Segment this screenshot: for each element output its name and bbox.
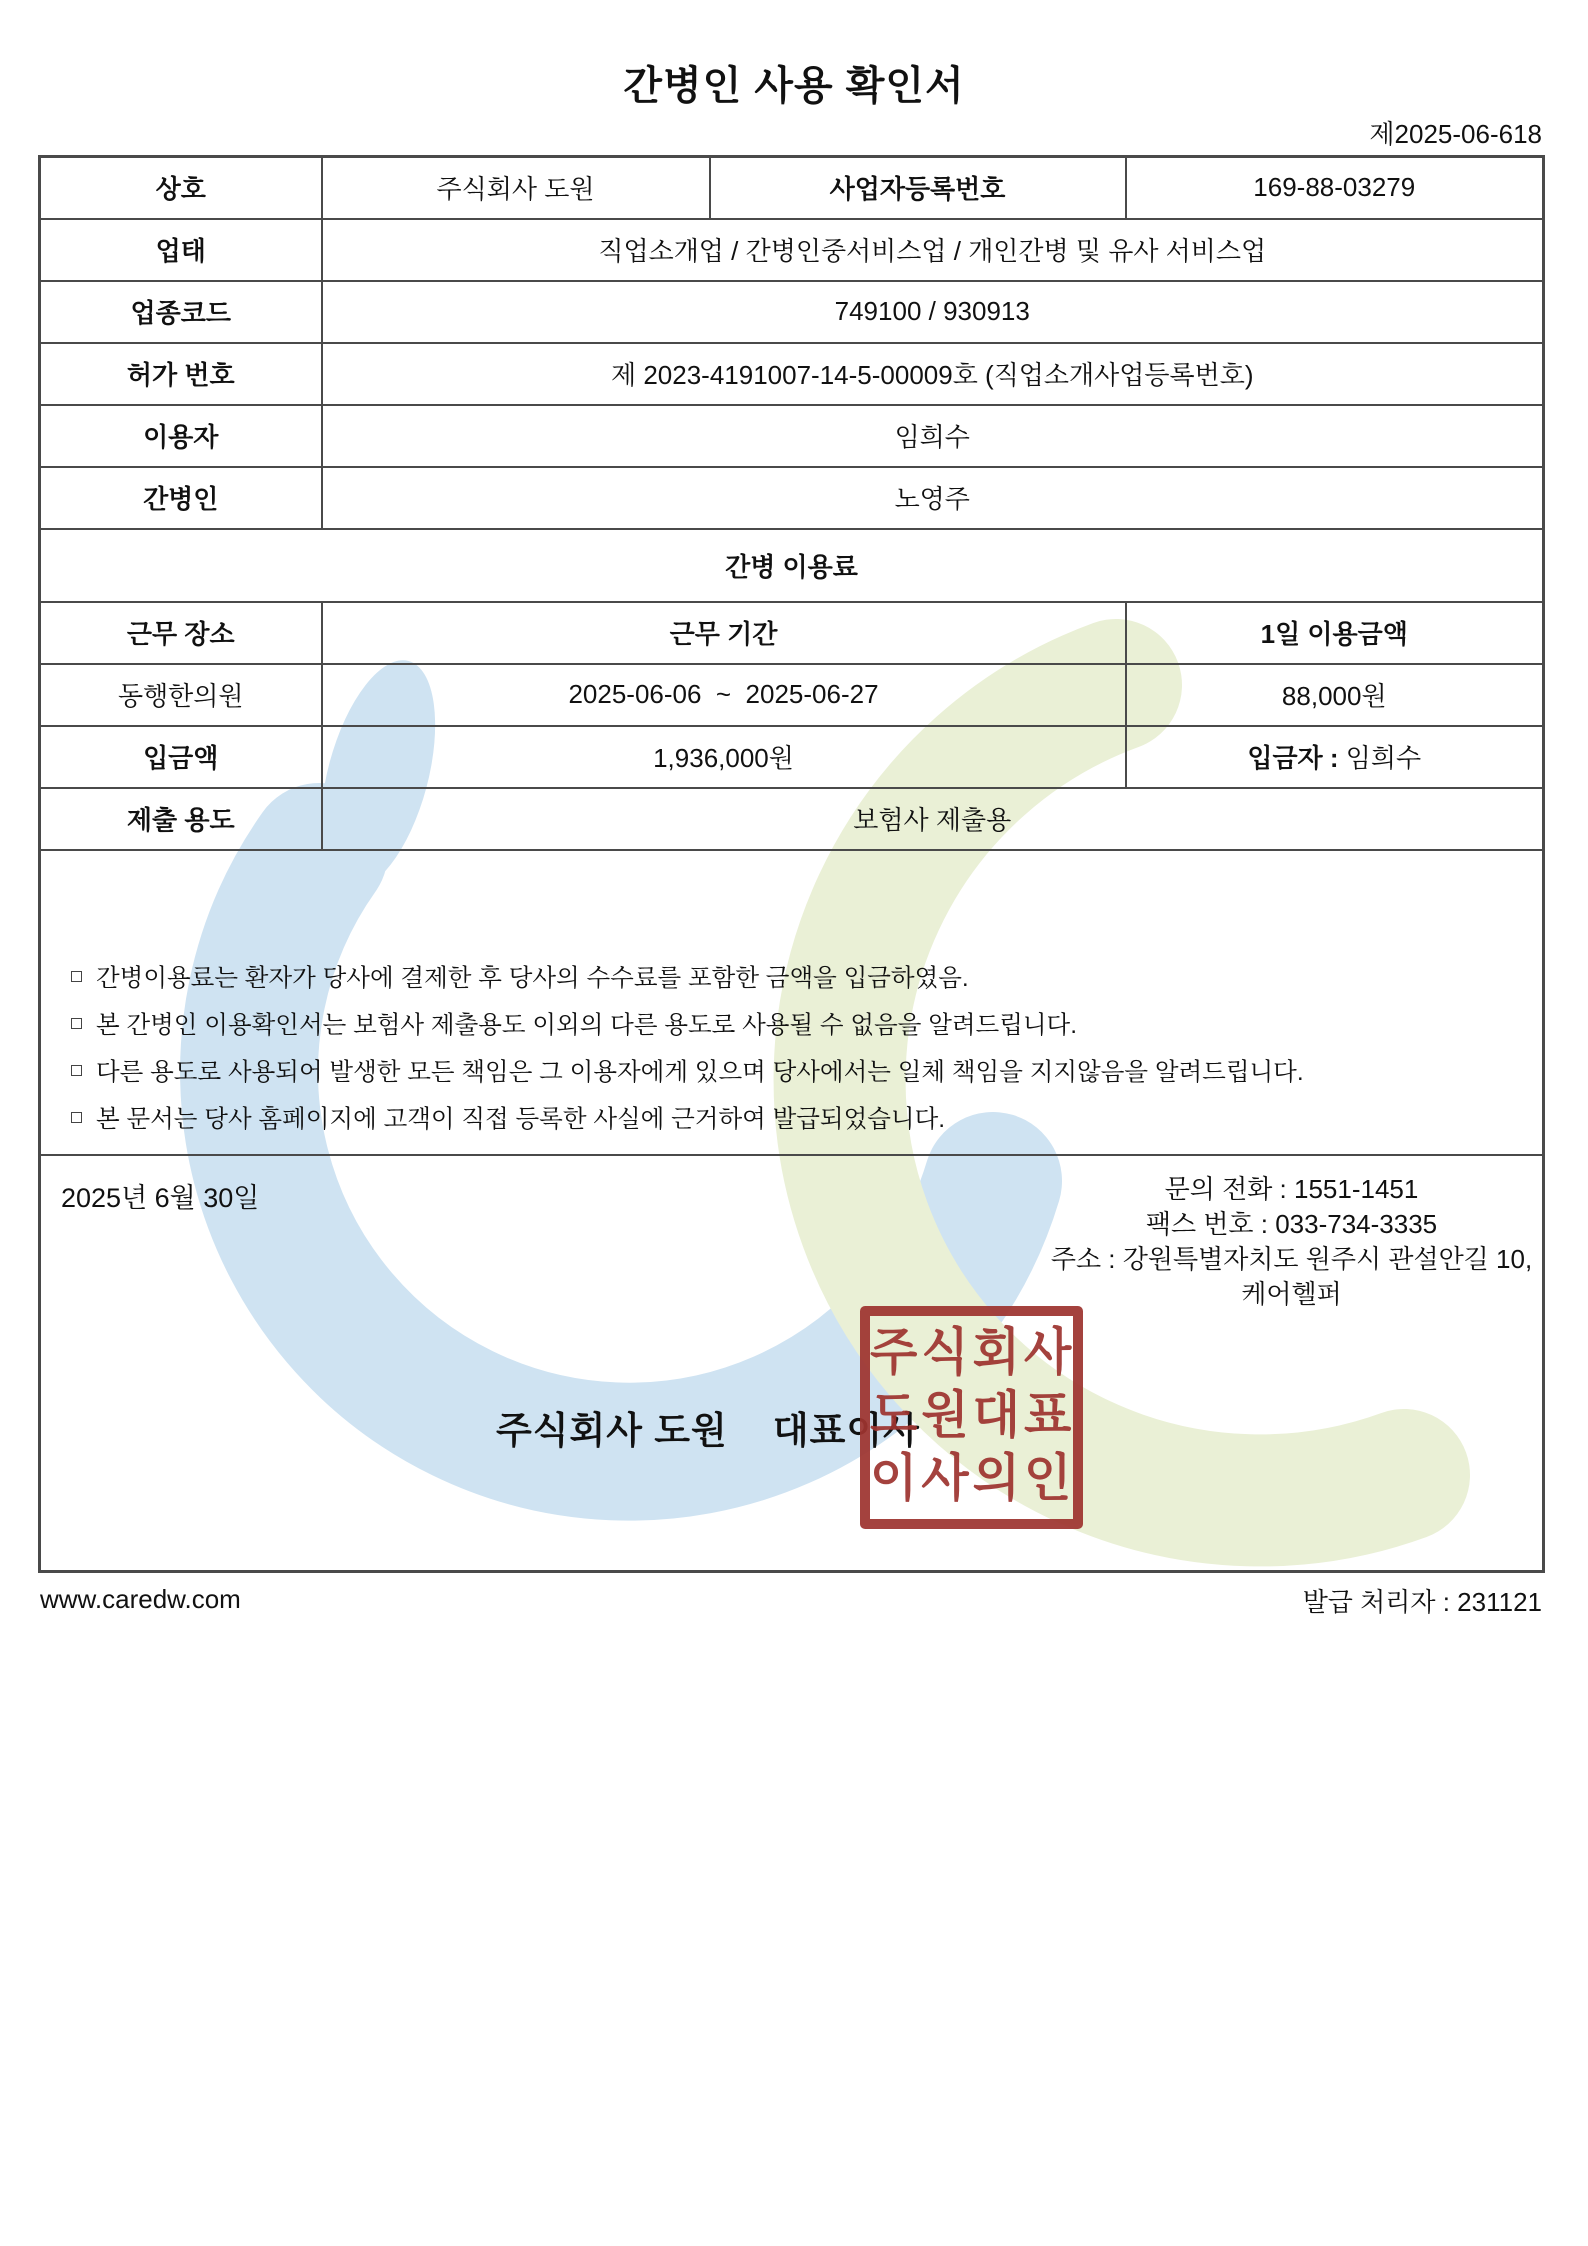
note-text: 간병이용료는 환자가 당사에 결제한 후 당사의 수수료를 포함한 금액을 입금하였음. — [96, 965, 969, 992]
contact-fax: 팩스 번호 : 033-734-3335 — [1145, 1208, 1438, 1239]
daily-fee-col-header: 1일 이용금액 — [1126, 602, 1544, 664]
business-type-label: 업태 — [40, 219, 322, 281]
table-row — [40, 1155, 1544, 1572]
website-url: www.caredw.com — [40, 1584, 241, 1614]
user-value: 임희수 — [322, 405, 1544, 467]
confirmation-table — [38, 155, 1545, 1573]
table-row — [40, 405, 1544, 467]
square-bullet-icon — [71, 1112, 82, 1123]
stamp-line: 이사의인 — [870, 1450, 1076, 1507]
depositor-name: 임희수 — [1345, 743, 1422, 773]
notes-list — [41, 861, 1542, 1143]
depositor-value — [1126, 726, 1544, 788]
industry-code-label: 업종코드 — [40, 281, 322, 343]
daily-fee-value: 88,000원 — [1126, 664, 1544, 726]
note-text: 본 문서는 당사 홈페이지에 고객이 직접 등록한 사실에 근거하여 발급되었습니다. — [96, 1106, 946, 1133]
depositor-label: 입금자 : — [1247, 743, 1339, 773]
table-row — [40, 602, 1544, 664]
work-period-value: 2025-06-06 ~ 2025-06-27 — [322, 664, 1126, 726]
table-row — [40, 281, 1544, 343]
company-value: 주식회사 도원 — [322, 157, 710, 219]
corporate-seal-text — [870, 1316, 1076, 1511]
company-label: 상호 — [40, 157, 322, 219]
table-row — [40, 219, 1544, 281]
business-type-value: 직업소개업 / 간병인중서비스업 / 개인간병 및 유사 서비스업 — [322, 219, 1544, 281]
purpose-label: 제출 용도 — [40, 788, 322, 850]
notes-cell — [40, 850, 1544, 1155]
contact-block — [1041, 1172, 1542, 1312]
company-signature: 주식회사 도원 대표이사 — [496, 1409, 920, 1451]
square-bullet-icon — [71, 1065, 82, 1076]
fee-section-header: 간병 이용료 — [40, 529, 1544, 602]
deposit-amount: 1,936,000원 — [322, 726, 1126, 788]
table-row — [40, 529, 1544, 602]
issue-date: 2025년 6월 30일 — [61, 1182, 260, 1213]
permit-value: 제 2023-4191007-14-5-00009호 (직업소개사업등록번호) — [322, 343, 1544, 405]
note-item — [63, 1002, 1512, 1049]
stamp-line: 도원대표 — [870, 1387, 1076, 1444]
document-number: 제2025-06-618 — [1369, 119, 1542, 149]
issuer-id: 발급 처리자 : 231121 — [1302, 1587, 1542, 1617]
table-row — [40, 664, 1544, 726]
permit-label: 허가 번호 — [40, 343, 322, 405]
note-item — [63, 1096, 1512, 1143]
biz-reg-label: 사업자등록번호 — [710, 157, 1126, 219]
deposit-label: 입금액 — [40, 726, 322, 788]
biz-reg-value: 169-88-03279 — [1126, 157, 1544, 219]
table-row — [40, 726, 1544, 788]
signature-section — [40, 1155, 1544, 1572]
industry-code-value: 749100 / 930913 — [322, 281, 1544, 343]
contact-phone: 문의 전화 : 1551-1451 — [1164, 1173, 1419, 1204]
table-row — [40, 788, 1544, 850]
table-row — [40, 157, 1544, 219]
work-period-col-header: 근무 기간 — [322, 602, 1126, 664]
caregiver-value: 노영주 — [322, 467, 1544, 529]
square-bullet-icon — [71, 1018, 82, 1029]
table-row — [40, 343, 1544, 405]
stamp-line: 주식회사 — [870, 1324, 1076, 1381]
table-row — [40, 850, 1544, 1155]
note-item — [63, 1049, 1512, 1096]
work-place-col-header: 근무 장소 — [40, 602, 322, 664]
page-title: 간병인 사용 확인서 — [623, 64, 965, 108]
purpose-value: 보험사 제출용 — [322, 788, 1544, 850]
note-item — [63, 955, 1512, 1002]
square-bullet-icon — [71, 971, 82, 982]
contact-address: 주소 : 강원특별자치도 원주시 관설안길 10, 케어헬퍼 — [1050, 1243, 1533, 1309]
note-text: 다른 용도로 사용되어 발생한 모든 책임은 그 이용자에게 있으며 당사에서는 일체 책임을 지지않음을 알려드립니다. — [96, 1059, 1304, 1086]
user-label: 이용자 — [40, 405, 322, 467]
corporate-seal-stamp — [860, 1306, 1083, 1529]
work-place-value: 동행한의원 — [40, 664, 322, 726]
note-text: 본 간병인 이용확인서는 보험사 제출용도 이외의 다른 용도로 사용될 수 없음을 알려드립니다. — [96, 1012, 1078, 1039]
table-row — [40, 467, 1544, 529]
caregiver-label: 간병인 — [40, 467, 322, 529]
